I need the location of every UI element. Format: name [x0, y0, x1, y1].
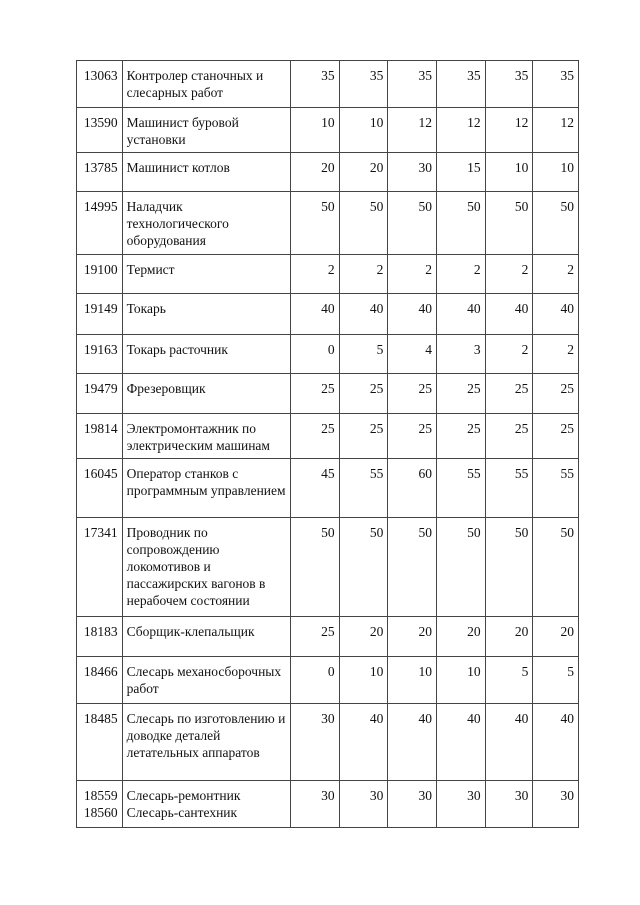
- profession-code-cell: [77, 518, 123, 617]
- profession-title: Оператор станков с программным управлением: [122, 459, 290, 518]
- value-cell: 5: [339, 335, 388, 374]
- value-cell: 25: [339, 374, 388, 414]
- value-cell: 25: [485, 414, 533, 459]
- value-cell: 5: [533, 657, 579, 704]
- value-cell: 50: [533, 518, 579, 617]
- value-cell: 2: [436, 255, 485, 294]
- value-cell: 35: [290, 61, 339, 108]
- profession-code: 18466: [83, 664, 118, 679]
- value-cell: 25: [485, 374, 533, 414]
- profession-code-cell: [77, 61, 123, 108]
- value-cell: 40: [485, 294, 533, 335]
- profession-code: 14995: [83, 199, 118, 214]
- value-cell: 25: [388, 414, 437, 459]
- value-cell: 35: [339, 61, 388, 108]
- value-cell: 10: [339, 108, 388, 153]
- profession-code-cell: [77, 617, 123, 657]
- profession-code-cell: [77, 459, 123, 518]
- table-row: [77, 108, 579, 153]
- profession-code: 18559: [83, 788, 118, 803]
- table-row: [77, 704, 579, 781]
- profession-code: 17341: [83, 525, 118, 540]
- value-cell: 50: [290, 192, 339, 255]
- value-cell: 2: [339, 255, 388, 294]
- value-cell: 40: [290, 294, 339, 335]
- profession-code: 18560: [83, 805, 118, 820]
- value-cell: 30: [436, 781, 485, 828]
- profession-code-cell: [77, 294, 123, 335]
- value-cell: 40: [388, 704, 437, 781]
- table-row: [77, 617, 579, 657]
- value-cell: 25: [290, 414, 339, 459]
- value-cell: 50: [485, 518, 533, 617]
- profession-code-cell: [77, 255, 123, 294]
- profession-code: 16045: [83, 466, 118, 481]
- value-cell: 40: [533, 704, 579, 781]
- table-row: [77, 255, 579, 294]
- value-cell: 25: [339, 414, 388, 459]
- value-cell: 25: [290, 374, 339, 414]
- value-cell: 12: [533, 108, 579, 153]
- table-row: [77, 518, 579, 617]
- table-body: [77, 61, 579, 828]
- table-row: [77, 153, 579, 192]
- profession-code-cell: [77, 192, 123, 255]
- profession-code-cell: [77, 153, 123, 192]
- profession-title: Проводник по сопровождению локомотивов и пассажирских вагонов в нерабочем состоянии: [122, 518, 290, 617]
- value-cell: 40: [533, 294, 579, 335]
- profession-title: Слесарь-ремонтник Слесарь-сантехник: [122, 781, 290, 828]
- profession-code: 13785: [83, 160, 118, 175]
- value-cell: 20: [290, 153, 339, 192]
- value-cell: 35: [533, 61, 579, 108]
- value-cell: 40: [388, 294, 437, 335]
- value-cell: 20: [485, 617, 533, 657]
- value-cell: 10: [290, 108, 339, 153]
- value-cell: 50: [339, 518, 388, 617]
- profession-title: Фрезеровщик: [122, 374, 290, 414]
- profession-title: Токарь: [122, 294, 290, 335]
- table-row: [77, 294, 579, 335]
- value-cell: 2: [533, 335, 579, 374]
- table-row: [77, 61, 579, 108]
- value-cell: 20: [339, 617, 388, 657]
- value-cell: 35: [485, 61, 533, 108]
- profession-title: Токарь расточник: [122, 335, 290, 374]
- professions-table: [76, 60, 579, 828]
- value-cell: 10: [533, 153, 579, 192]
- value-cell: 20: [436, 617, 485, 657]
- value-cell: 30: [290, 704, 339, 781]
- value-cell: 2: [485, 255, 533, 294]
- profession-code-cell: [77, 414, 123, 459]
- value-cell: 25: [388, 374, 437, 414]
- value-cell: 40: [436, 294, 485, 335]
- value-cell: 40: [436, 704, 485, 781]
- value-cell: 55: [485, 459, 533, 518]
- table-row: [77, 781, 579, 828]
- profession-code-cell: [77, 108, 123, 153]
- value-cell: 50: [290, 518, 339, 617]
- table-row: [77, 192, 579, 255]
- profession-title: Сборщик-клепальщик: [122, 617, 290, 657]
- value-cell: 2: [485, 335, 533, 374]
- value-cell: 5: [485, 657, 533, 704]
- value-cell: 55: [436, 459, 485, 518]
- profession-code: 13063: [83, 68, 118, 83]
- profession-title: Контролер станочных и слесарных работ: [122, 61, 290, 108]
- value-cell: 55: [533, 459, 579, 518]
- profession-code: 19100: [83, 262, 118, 277]
- table-row: [77, 459, 579, 518]
- profession-title: Слесарь по изготовлению и доводке деталей летательных аппаратов: [122, 704, 290, 781]
- value-cell: 2: [533, 255, 579, 294]
- value-cell: 10: [485, 153, 533, 192]
- value-cell: 20: [533, 617, 579, 657]
- value-cell: 50: [485, 192, 533, 255]
- value-cell: 25: [436, 374, 485, 414]
- profession-code: 19163: [83, 342, 118, 357]
- profession-code-cell: [77, 374, 123, 414]
- profession-title: Термист: [122, 255, 290, 294]
- profession-title: Машинист котлов: [122, 153, 290, 192]
- value-cell: 55: [339, 459, 388, 518]
- value-cell: 30: [339, 781, 388, 828]
- value-cell: 30: [533, 781, 579, 828]
- value-cell: 3: [436, 335, 485, 374]
- value-cell: 12: [485, 108, 533, 153]
- value-cell: 50: [436, 518, 485, 617]
- value-cell: 50: [339, 192, 388, 255]
- profession-code: 19814: [83, 421, 118, 436]
- profession-code: 19479: [83, 381, 118, 396]
- profession-code: 13590: [83, 115, 118, 130]
- value-cell: 10: [388, 657, 437, 704]
- value-cell: 20: [388, 617, 437, 657]
- value-cell: 15: [436, 153, 485, 192]
- value-cell: 12: [388, 108, 437, 153]
- value-cell: 45: [290, 459, 339, 518]
- value-cell: 12: [436, 108, 485, 153]
- profession-code: 18485: [83, 711, 118, 726]
- profession-title: Наладчик технологического оборудования: [122, 192, 290, 255]
- profession-code: 18183: [83, 624, 118, 639]
- value-cell: 40: [339, 294, 388, 335]
- value-cell: 10: [436, 657, 485, 704]
- value-cell: 30: [485, 781, 533, 828]
- profession-title: Электромонтажник по электрическим машинам: [122, 414, 290, 459]
- profession-code: 19149: [83, 301, 118, 316]
- value-cell: 30: [290, 781, 339, 828]
- value-cell: 0: [290, 657, 339, 704]
- value-cell: 2: [290, 255, 339, 294]
- value-cell: 20: [339, 153, 388, 192]
- value-cell: 4: [388, 335, 437, 374]
- profession-title: Машинист буровой установки: [122, 108, 290, 153]
- value-cell: 50: [533, 192, 579, 255]
- value-cell: 25: [290, 617, 339, 657]
- value-cell: 50: [388, 518, 437, 617]
- profession-code-cell: [77, 781, 123, 828]
- value-cell: 25: [436, 414, 485, 459]
- value-cell: 40: [485, 704, 533, 781]
- value-cell: 30: [388, 153, 437, 192]
- value-cell: 25: [533, 374, 579, 414]
- profession-title: Слесарь механосборочных работ: [122, 657, 290, 704]
- profession-code-cell: [77, 657, 123, 704]
- value-cell: 40: [339, 704, 388, 781]
- value-cell: 30: [388, 781, 437, 828]
- table-row: [77, 657, 579, 704]
- profession-code-cell: [77, 335, 123, 374]
- table-row: [77, 335, 579, 374]
- value-cell: 35: [388, 61, 437, 108]
- value-cell: 2: [388, 255, 437, 294]
- table-row: [77, 374, 579, 414]
- value-cell: 25: [533, 414, 579, 459]
- value-cell: 60: [388, 459, 437, 518]
- value-cell: 35: [436, 61, 485, 108]
- value-cell: 0: [290, 335, 339, 374]
- value-cell: 10: [339, 657, 388, 704]
- table-row: [77, 414, 579, 459]
- value-cell: 50: [388, 192, 437, 255]
- profession-code-cell: [77, 704, 123, 781]
- value-cell: 50: [436, 192, 485, 255]
